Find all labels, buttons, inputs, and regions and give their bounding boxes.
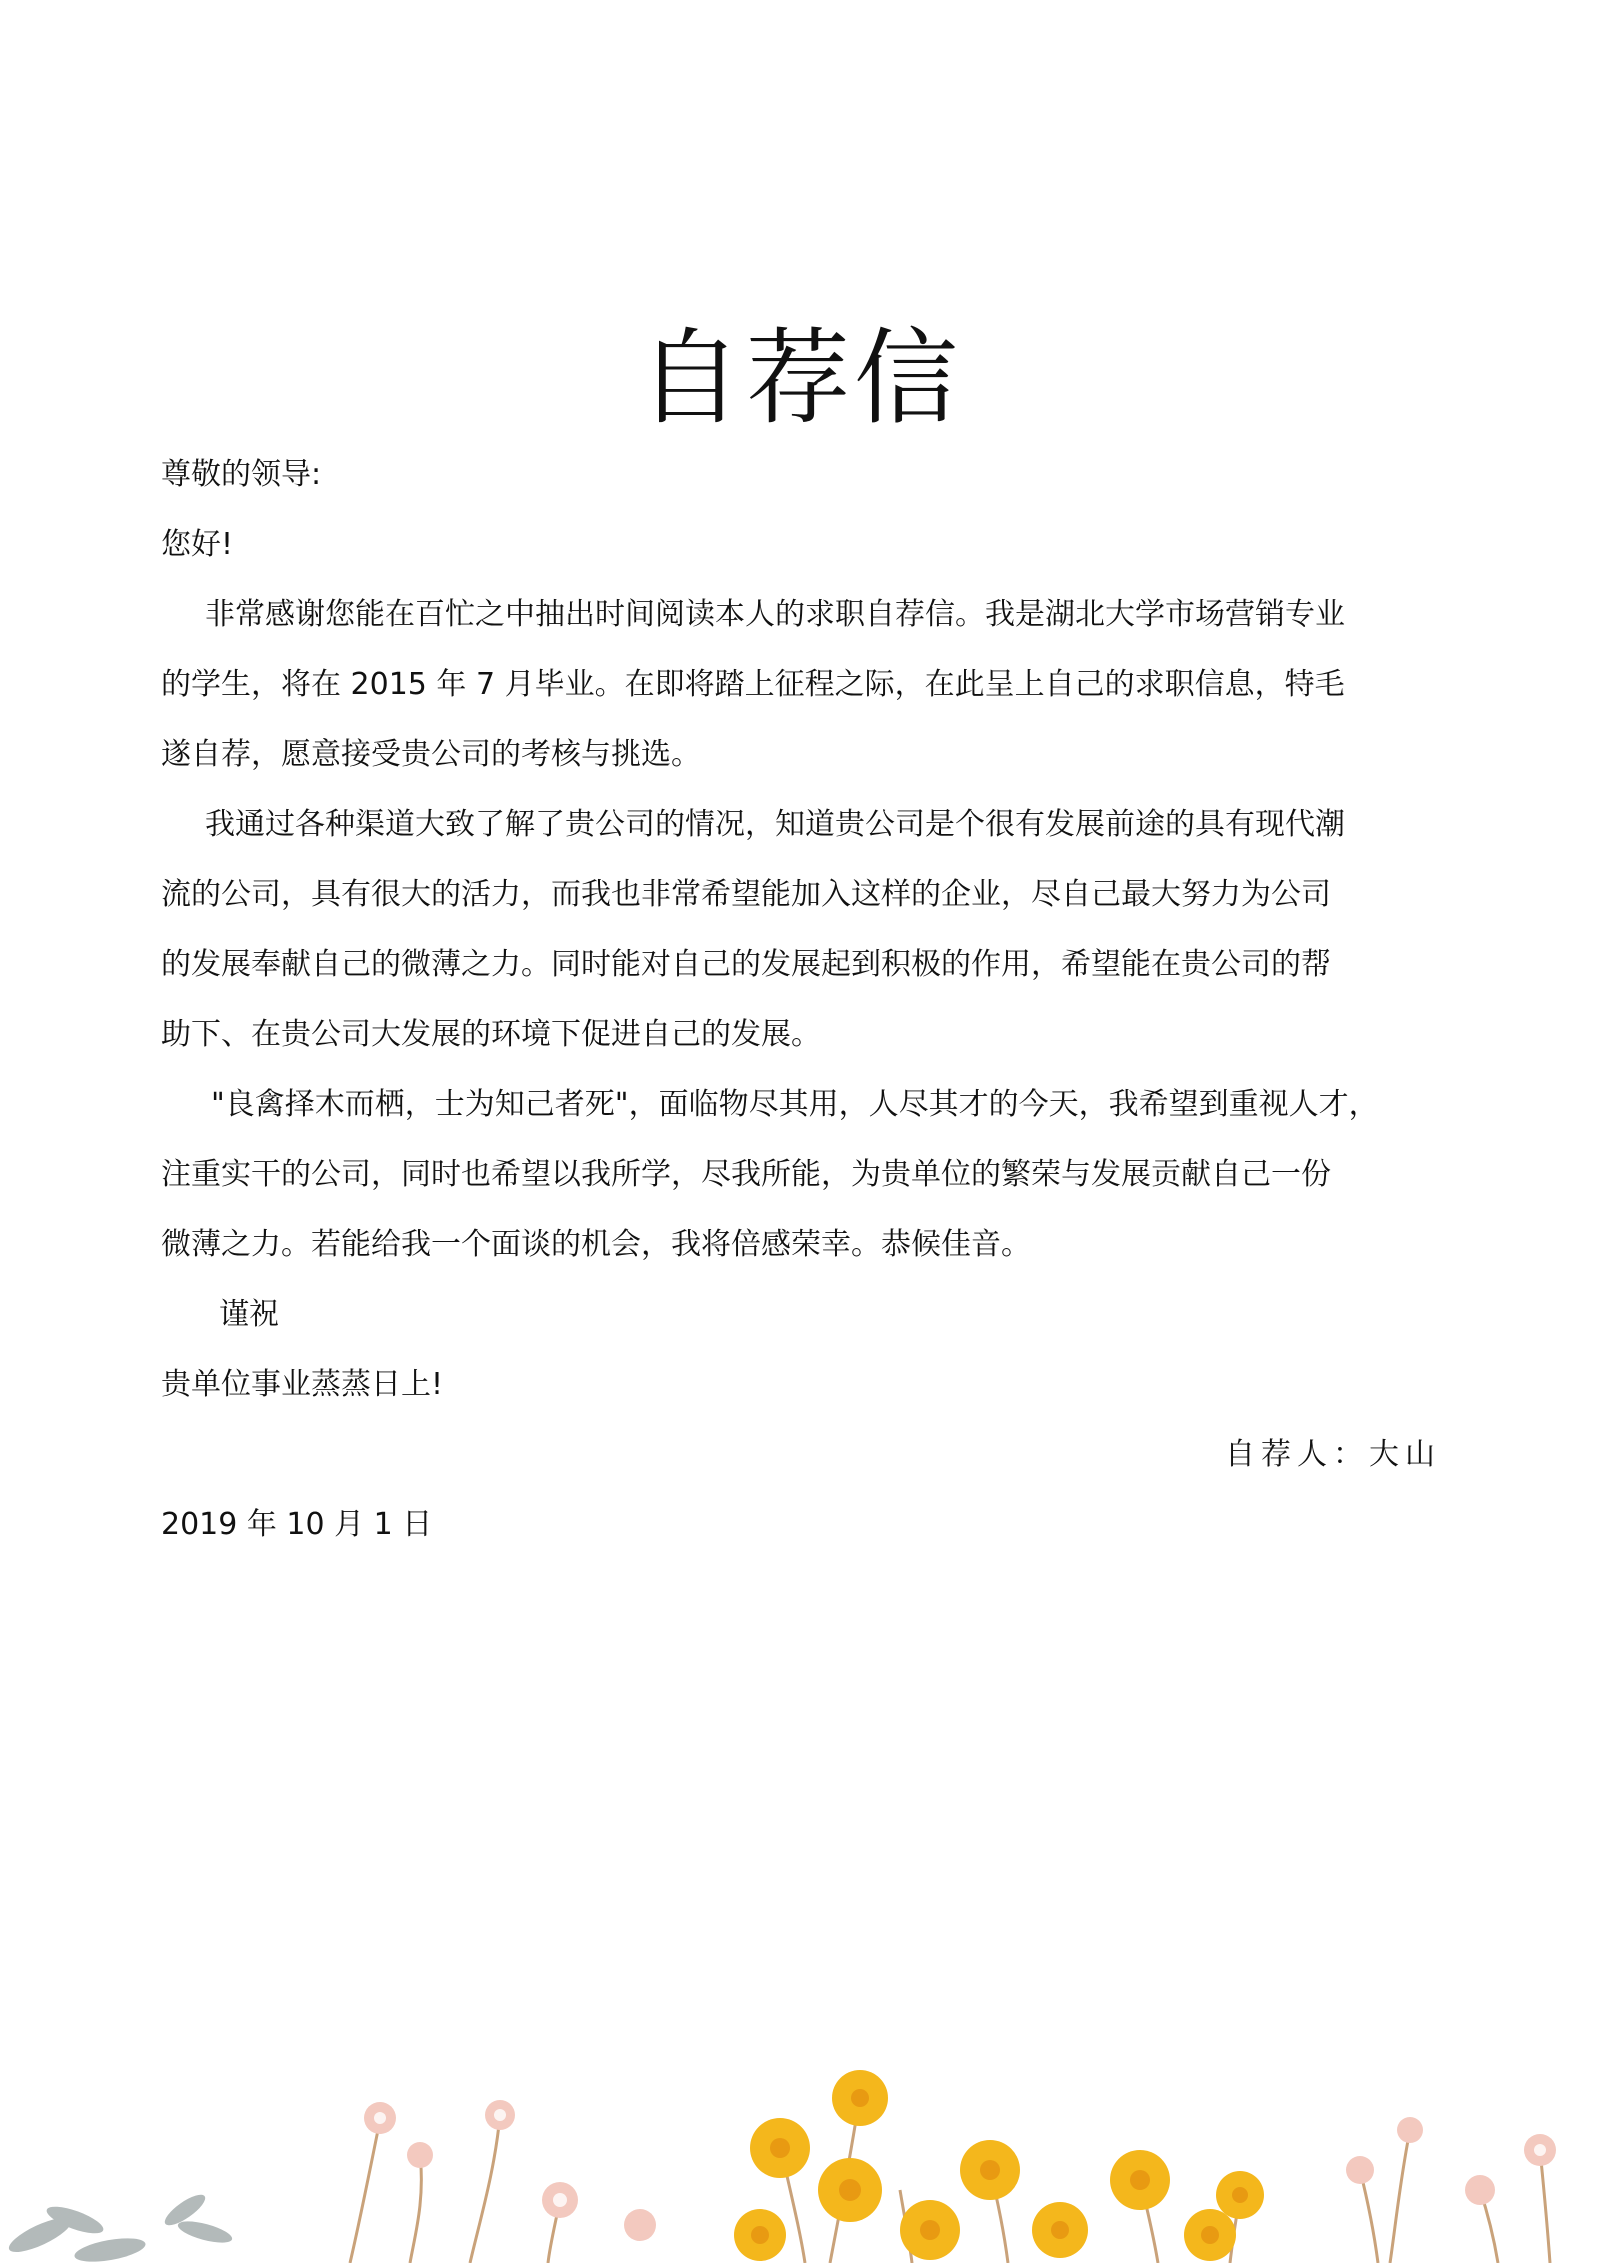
closing: 谨祝 bbox=[219, 1297, 279, 1332]
flower-border-icon bbox=[0, 2060, 1600, 2263]
date: 2019 年 10 月 1 日 bbox=[161, 1507, 433, 1542]
page-title: 自荐信 bbox=[637, 317, 962, 439]
paragraph-line: "良禽择木而栖，士为知己者死"，面临物尽其用，人尽其才的今天，我希望到重视人才， bbox=[211, 1087, 1379, 1122]
paragraph-line: 的学生，将在 2015 年 7 月毕业。在即将踏上征程之际，在此呈上自己的求职信息，特毛 bbox=[161, 667, 1345, 702]
leaf-cluster-left bbox=[5, 2190, 234, 2263]
paragraph-line: 微薄之力。若能给我一个面谈的机会，我将倍感荣幸。恭候佳音。 bbox=[161, 1227, 1031, 1262]
salutation: 尊敬的领导: bbox=[161, 457, 322, 492]
paragraph-line: 助下、在贵公司大发展的环境下促进自己的发展。 bbox=[161, 1017, 821, 1052]
paragraph-line: 的发展奉献自己的微薄之力。同时能对自己的发展起到积极的作用，希望能在贵公司的帮 bbox=[161, 947, 1331, 982]
paragraph-line: 遂自荐，愿意接受贵公司的考核与挑选。 bbox=[161, 737, 701, 772]
paragraph-line: 流的公司，具有很大的活力，而我也非常希望能加入这样的企业，尽自己最大努力为公司 bbox=[161, 877, 1331, 912]
signature: 自荐人：大山 bbox=[1225, 1437, 1441, 1472]
paragraph-line: 非常感谢您能在百忙之中抽出时间阅读本人的求职自荐信。我是湖北大学市场营销专业 bbox=[205, 597, 1345, 632]
letter-body bbox=[161, 440, 1441, 1560]
paragraph-line: 注重实干的公司，同时也希望以我所学，尽我所能，为贵单位的繁荣与发展贡献自己一份 bbox=[161, 1157, 1331, 1192]
paragraph-quote bbox=[161, 1070, 1441, 1280]
wish: 贵单位事业蒸蒸日上! bbox=[161, 1367, 444, 1402]
paragraph-line: 我通过各种渠道大致了解了贵公司的情况，知道贵公司是个很有发展前途的具有现代潮 bbox=[205, 807, 1345, 842]
paragraph-intro bbox=[161, 580, 1441, 790]
paragraph-company bbox=[161, 790, 1441, 1070]
greeting: 您好! bbox=[161, 527, 234, 562]
